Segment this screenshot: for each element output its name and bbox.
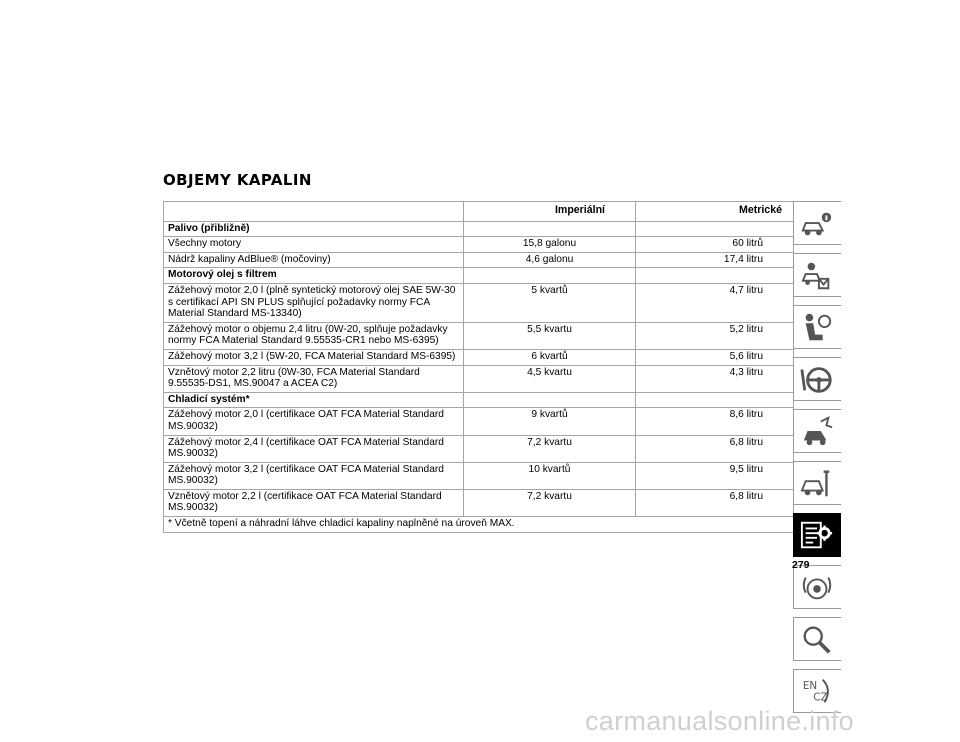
row-metric-value: 4,3 litru [636, 365, 794, 392]
row-imperial-value: 7,2 kvartu [464, 435, 636, 462]
row-description: Zážehový motor 3,2 l (5W-20, FCA Material Standard MS-6395) [164, 349, 464, 365]
row-description: Zážehový motor 2,0 l (certifikace OAT FCA Material Standard MS.90032) [164, 408, 464, 435]
table-row [164, 237, 794, 253]
row-imperial-value: 6 kvartů [464, 349, 636, 365]
row-imperial-value: 9 kvartů [464, 408, 636, 435]
row-metric-value: 5,2 litru [636, 322, 794, 349]
row-description: Zážehový motor o objemu 2,4 litru (0W-20, splňuje požadavky normy FCA Material Standard 9.55535-CR1 nebo MS-6395) [164, 322, 464, 349]
row-imperial-value: 5 kvartů [464, 283, 636, 322]
row-description: Zážehový motor 2,4 l (certifikace OAT FCA Material Standard MS.90032) [164, 435, 464, 462]
row-metric-value: 9,5 litru [636, 462, 794, 489]
footnote-row [164, 517, 794, 533]
fluid-capacities-table [163, 201, 794, 533]
row-description: Vznětový motor 2,2 l (certifikace OAT FCA Material Standard MS.90032) [164, 489, 464, 516]
page-title: OBJEMY KAPALIN [163, 171, 312, 189]
section-row [164, 268, 794, 284]
watermark: carmanualsonline.info [585, 706, 854, 736]
row-metric-value: 4,7 litru [636, 283, 794, 322]
row-imperial-value [464, 221, 636, 237]
svg-text:EN: EN [802, 680, 818, 693]
table-row [164, 252, 794, 268]
chapter-tab-2[interactable] [793, 253, 841, 297]
row-description: Vznětový motor 2,2 litru (0W-30, FCA Material Standard 9.55535-DS1, MS.90047 a ACEA C2) [164, 365, 464, 392]
row-metric-value [636, 392, 794, 408]
column-header-metric: Metrické [636, 202, 794, 222]
table-row [164, 489, 794, 516]
table-row [164, 283, 794, 322]
row-imperial-value: 4,5 kvartu [464, 365, 636, 392]
table-row [164, 365, 794, 392]
chapter-tab-4[interactable] [793, 357, 841, 401]
row-metric-value [636, 221, 794, 237]
row-metric-value: 5,6 litru [636, 349, 794, 365]
row-imperial-value: 5,5 kvartu [464, 322, 636, 349]
table-row [164, 322, 794, 349]
table-header-row [164, 202, 794, 222]
svg-text:CZ: CZ [813, 691, 828, 704]
chapter-tab-3[interactable] [793, 305, 841, 349]
row-description: Zážehový motor 2,0 l (plně syntetický motorový olej SAE 5W-30 s certifikací API SN PLUS splňující požadavky normy FCA Material Standard MS-13340) [164, 283, 464, 322]
row-description: Zážehový motor 3,2 l (certifikace OAT FCA Material Standard MS.90032) [164, 462, 464, 489]
row-description: Všechny motory [164, 237, 464, 253]
row-imperial-value: 4,6 galonu [464, 252, 636, 268]
row-metric-value: 17,4 litru [636, 252, 794, 268]
page-number: 279 [792, 559, 810, 571]
row-imperial-value: 15,8 galonu [464, 237, 636, 253]
chapter-tab-5[interactable] [793, 409, 841, 453]
row-metric-value: 8,6 litru [636, 408, 794, 435]
table-row [164, 349, 794, 365]
column-header-imperial: Imperiální [464, 202, 636, 222]
row-description: Nádrž kapaliny AdBlue® (močoviny) [164, 252, 464, 268]
chapter-tab-1[interactable] [793, 201, 841, 245]
table-body [164, 221, 794, 532]
chapter-tab-9[interactable] [793, 617, 841, 661]
section-row [164, 392, 794, 408]
section-row [164, 221, 794, 237]
row-imperial-value [464, 268, 636, 284]
chapter-tab-6[interactable] [793, 461, 841, 505]
chapter-tab-7[interactable] [793, 513, 841, 557]
row-imperial-value [464, 392, 636, 408]
chapter-tab-8[interactable] [793, 565, 841, 609]
footnote: * Včetně topení a náhradní láhve chladicí kapaliny naplněné na úroveň MAX. [164, 517, 794, 533]
row-metric-value: 6,8 litru [636, 489, 794, 516]
table-row [164, 435, 794, 462]
row-description: Chladicí systém* [164, 392, 464, 408]
row-metric-value [636, 268, 794, 284]
row-description: Palivo (přibližně) [164, 221, 464, 237]
row-metric-value: 6,8 litru [636, 435, 794, 462]
row-description: Motorový olej s filtrem [164, 268, 464, 284]
table-row [164, 408, 794, 435]
row-metric-value: 60 litrů [636, 237, 794, 253]
column-header-description [164, 202, 464, 222]
row-imperial-value: 10 kvartů [464, 462, 636, 489]
table-row [164, 462, 794, 489]
row-imperial-value: 7,2 kvartu [464, 489, 636, 516]
